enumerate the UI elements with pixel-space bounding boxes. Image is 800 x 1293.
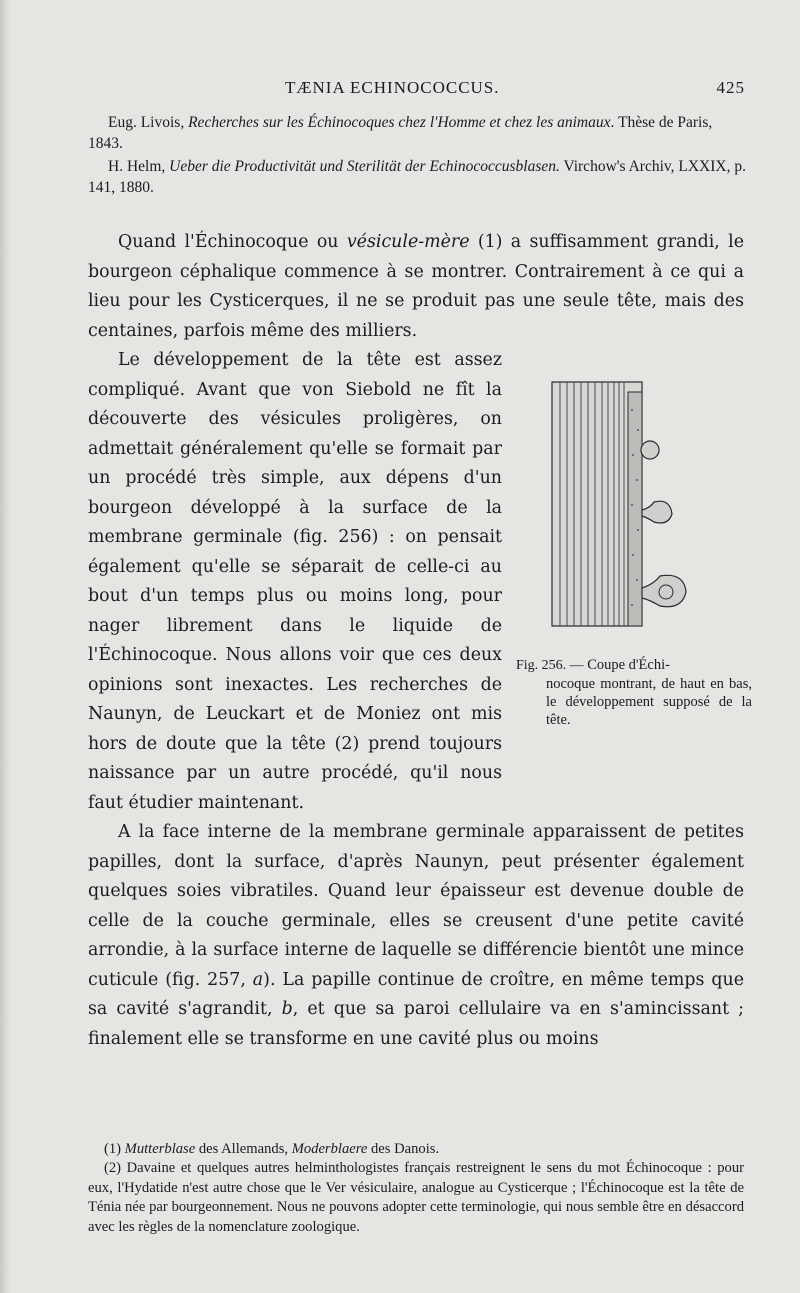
reference-details: Virchow's Archiv, LXXIX, p. 141, 1880. <box>88 158 746 196</box>
figure-256-caption <box>516 656 752 729</box>
footnote-text: des Allemands, <box>195 1141 292 1157</box>
paragraph-3-text: A la face interne de la membrane germinale apparaissent de petites papilles, dont la surface, d'après Naunyn, peut présenter également quelques soies vibratiles. Quand leur épaisseur est devenue double de celle de la couche germinale, elles se creusent d'une petite cavité arrondie, à la surface interne de laquelle se différencie bientôt une mince cuticule (fig. 257, <box>88 822 744 990</box>
paragraph-3-italic-b: b <box>281 999 293 1019</box>
page-edge-shadow <box>0 0 10 1293</box>
reference-title: Ueber die Productivität und Sterilität der Echinococcusblasen. <box>169 158 560 175</box>
paragraph-2: Le développement de la tête est assez compliqué. Avant que von Siebold ne fît la découverte des vésicules proligères, on admettait généralement qu'elle se formait par un procédé très simple, aux dépens d'un bourgeon développé à la surface de la membrane germinale (fig. 256) : on pensait également qu'elle se séparait de celle-ci au bout d'un temps plus ou moins long, pour nager librement dans le liquide de l'Échinocoque. Nous allons voir que ces deux opinions sont inexactes. Les recherches de Naunyn, de Leuckart et de Moniez ont mis hors de doute que la tête (2) prend toujours naissance par un autre procédé, qu'il nous faut étudier maintenant. <box>88 350 502 813</box>
reference-author: H. Helm, <box>108 158 170 175</box>
figure-caption-text: Coupe d'Échi- <box>587 657 670 673</box>
paragraph-1 <box>88 228 744 346</box>
footnote-italic: Moderblaere <box>291 1141 368 1157</box>
reference-details: . Thèse de Paris, 1843. <box>88 114 713 152</box>
figure-256 <box>516 380 752 800</box>
reference-livois <box>88 112 748 154</box>
running-header <box>90 78 745 100</box>
reference-helm <box>88 156 748 198</box>
paragraph-3-text-end: , et que sa paroi cellulaire va en s'amincissant ; finalement elle se transforme en une cavité plus ou moins <box>88 999 744 1049</box>
reference-title: Recherches sur les Échinocoques chez l'Homme et chez les animaux <box>188 114 611 131</box>
figure-caption-label: Fig. 256. — <box>516 658 588 673</box>
footnotes <box>88 1140 744 1237</box>
paragraph-1-text-end: (1) a suffisamment grandi, le bourgeon céphalique commence à se montrer. Contrairement à ce qui a lieu pour les Cysticerques, il ne se produit pas une seule tête, mais des centaines, parfois même des milliers. <box>88 232 744 341</box>
paragraph-3-italic-a: a <box>252 969 264 990</box>
paragraph-1-italic: vésicule-mère <box>346 232 470 252</box>
footnote-italic: Mutterblase <box>124 1141 196 1157</box>
footnote-mark: (1) <box>104 1141 125 1157</box>
paragraph-3-text-mid: ). La papille continue de croître, en même temps que sa cavité s'agrandit, <box>88 969 745 1019</box>
running-title: TÆNIA ECHINOCOCCUS. <box>285 78 500 97</box>
footnote-text: des Danois. <box>367 1141 440 1157</box>
reference-author: Eug. Livois, <box>108 114 189 131</box>
figure-caption-text-rest: nocoque montrant, de haut en bas, le développement supposé de la tête. <box>546 676 752 728</box>
bibliography-references <box>88 112 748 200</box>
figure-256-illustration <box>550 380 700 640</box>
main-text <box>88 228 752 1054</box>
footnote-2: (2) Davaine et quelques autres helminthologistes français restreignent le sens du mot Échinocoque : pour eux, l'Hydatide n'est autre chose que le Ver vésiculaire, analogue au Cysticerque ; l'Échinocoque est la tête de Ténia née par bourgeonnement. Nous ne pouvons adopter cette terminologie, qui nous semble être en désaccord avec les règles de la nomenclature zoologique. <box>88 1160 744 1235</box>
footnote-1 <box>88 1140 744 1159</box>
paragraph-3 <box>88 818 744 1054</box>
paragraph-1-text: Quand l'Échinocoque ou <box>118 232 347 252</box>
page-number: 425 <box>716 78 745 97</box>
